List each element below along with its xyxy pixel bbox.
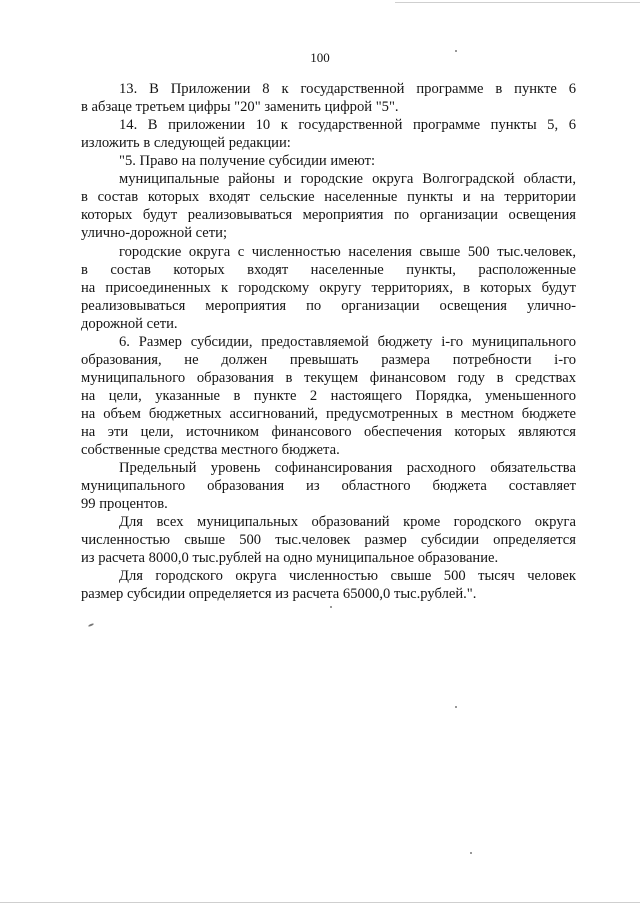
scan-speck: [455, 706, 457, 708]
text-line: собственные средства местного бюджета.: [81, 442, 340, 458]
text-line: которых будут реализовываться мероприятия по организации освещения: [81, 207, 576, 223]
scan-edge-bottom: [0, 902, 640, 903]
text-line: размер субсидии определяется из расчета 65000,0 тыс.рублей.".: [81, 586, 477, 602]
text-line: 14. В приложении 10 к государственной программе пункты 5, 6: [119, 117, 576, 133]
text-line: на объем бюджетных ассигнований, предусмотренных в местном бюджете: [81, 406, 576, 422]
text-line: на цели, указанные в пункте 2 настоящего Порядка, уменьшенного: [81, 388, 576, 404]
text-line: реализовываться мероприятия по организации освещения улично-: [81, 298, 576, 314]
text-line: на присоединенных к городскому округу территориях, в которых будут: [81, 280, 576, 296]
text-line: в абзаце третьем цифры "20" заменить цифрой "5".: [81, 99, 399, 115]
text-line: из расчета 8000,0 тыс.рублей на одно муниципальное образование.: [81, 550, 499, 566]
text-line: численностью свыше 500 тыс.человек размер субсидии определяется: [81, 532, 576, 548]
text-line: муниципального образования из областного бюджета составляет: [81, 478, 576, 494]
text-line: изложить в следующей редакции:: [81, 135, 291, 151]
scan-speck: [455, 50, 457, 52]
page-number: 100: [310, 50, 330, 65]
text-line: улично-дорожной сети;: [81, 225, 228, 241]
text-line: на эти цели, источником финансового обеспечения которых являются: [81, 424, 576, 440]
scan-speck: [470, 852, 472, 854]
text-line: в состав которых входят сельские населенные пункты и на территории: [81, 189, 576, 205]
text-line: муниципального образования в текущем финансовом году в средствах: [81, 370, 576, 386]
text-line: 13. В Приложении 8 к государственной программе в пункте 6: [119, 81, 576, 97]
scan-edge-top: [395, 2, 640, 3]
text-line: Для городского округа численностью свыше 500 тысяч человек: [119, 568, 576, 584]
text-line: Предельный уровень софинансирования расходного обязательства: [119, 460, 576, 476]
text-line: Для всех муниципальных образований кроме городского округа: [119, 514, 576, 530]
text-line: образования, не должен превышать размера потребности i-го: [81, 352, 576, 368]
text-line: муниципальные районы и городские округа Волгоградской области,: [119, 171, 576, 187]
text-line: 6. Размер субсидии, предоставляемой бюджету i-го муниципального: [119, 334, 576, 350]
text-line: городские округа с численностью населения свыше 500 тыс.человек,: [119, 244, 576, 260]
scan-speck: [88, 623, 94, 627]
text-line: в состав которых входят населенные пункты, расположенные: [81, 262, 576, 278]
text-line: дорожной сети.: [81, 316, 178, 332]
scan-speck: [330, 606, 332, 608]
text-line: "5. Право на получение субсидии имеют:: [119, 153, 376, 169]
text-line: 99 процентов.: [81, 496, 168, 512]
